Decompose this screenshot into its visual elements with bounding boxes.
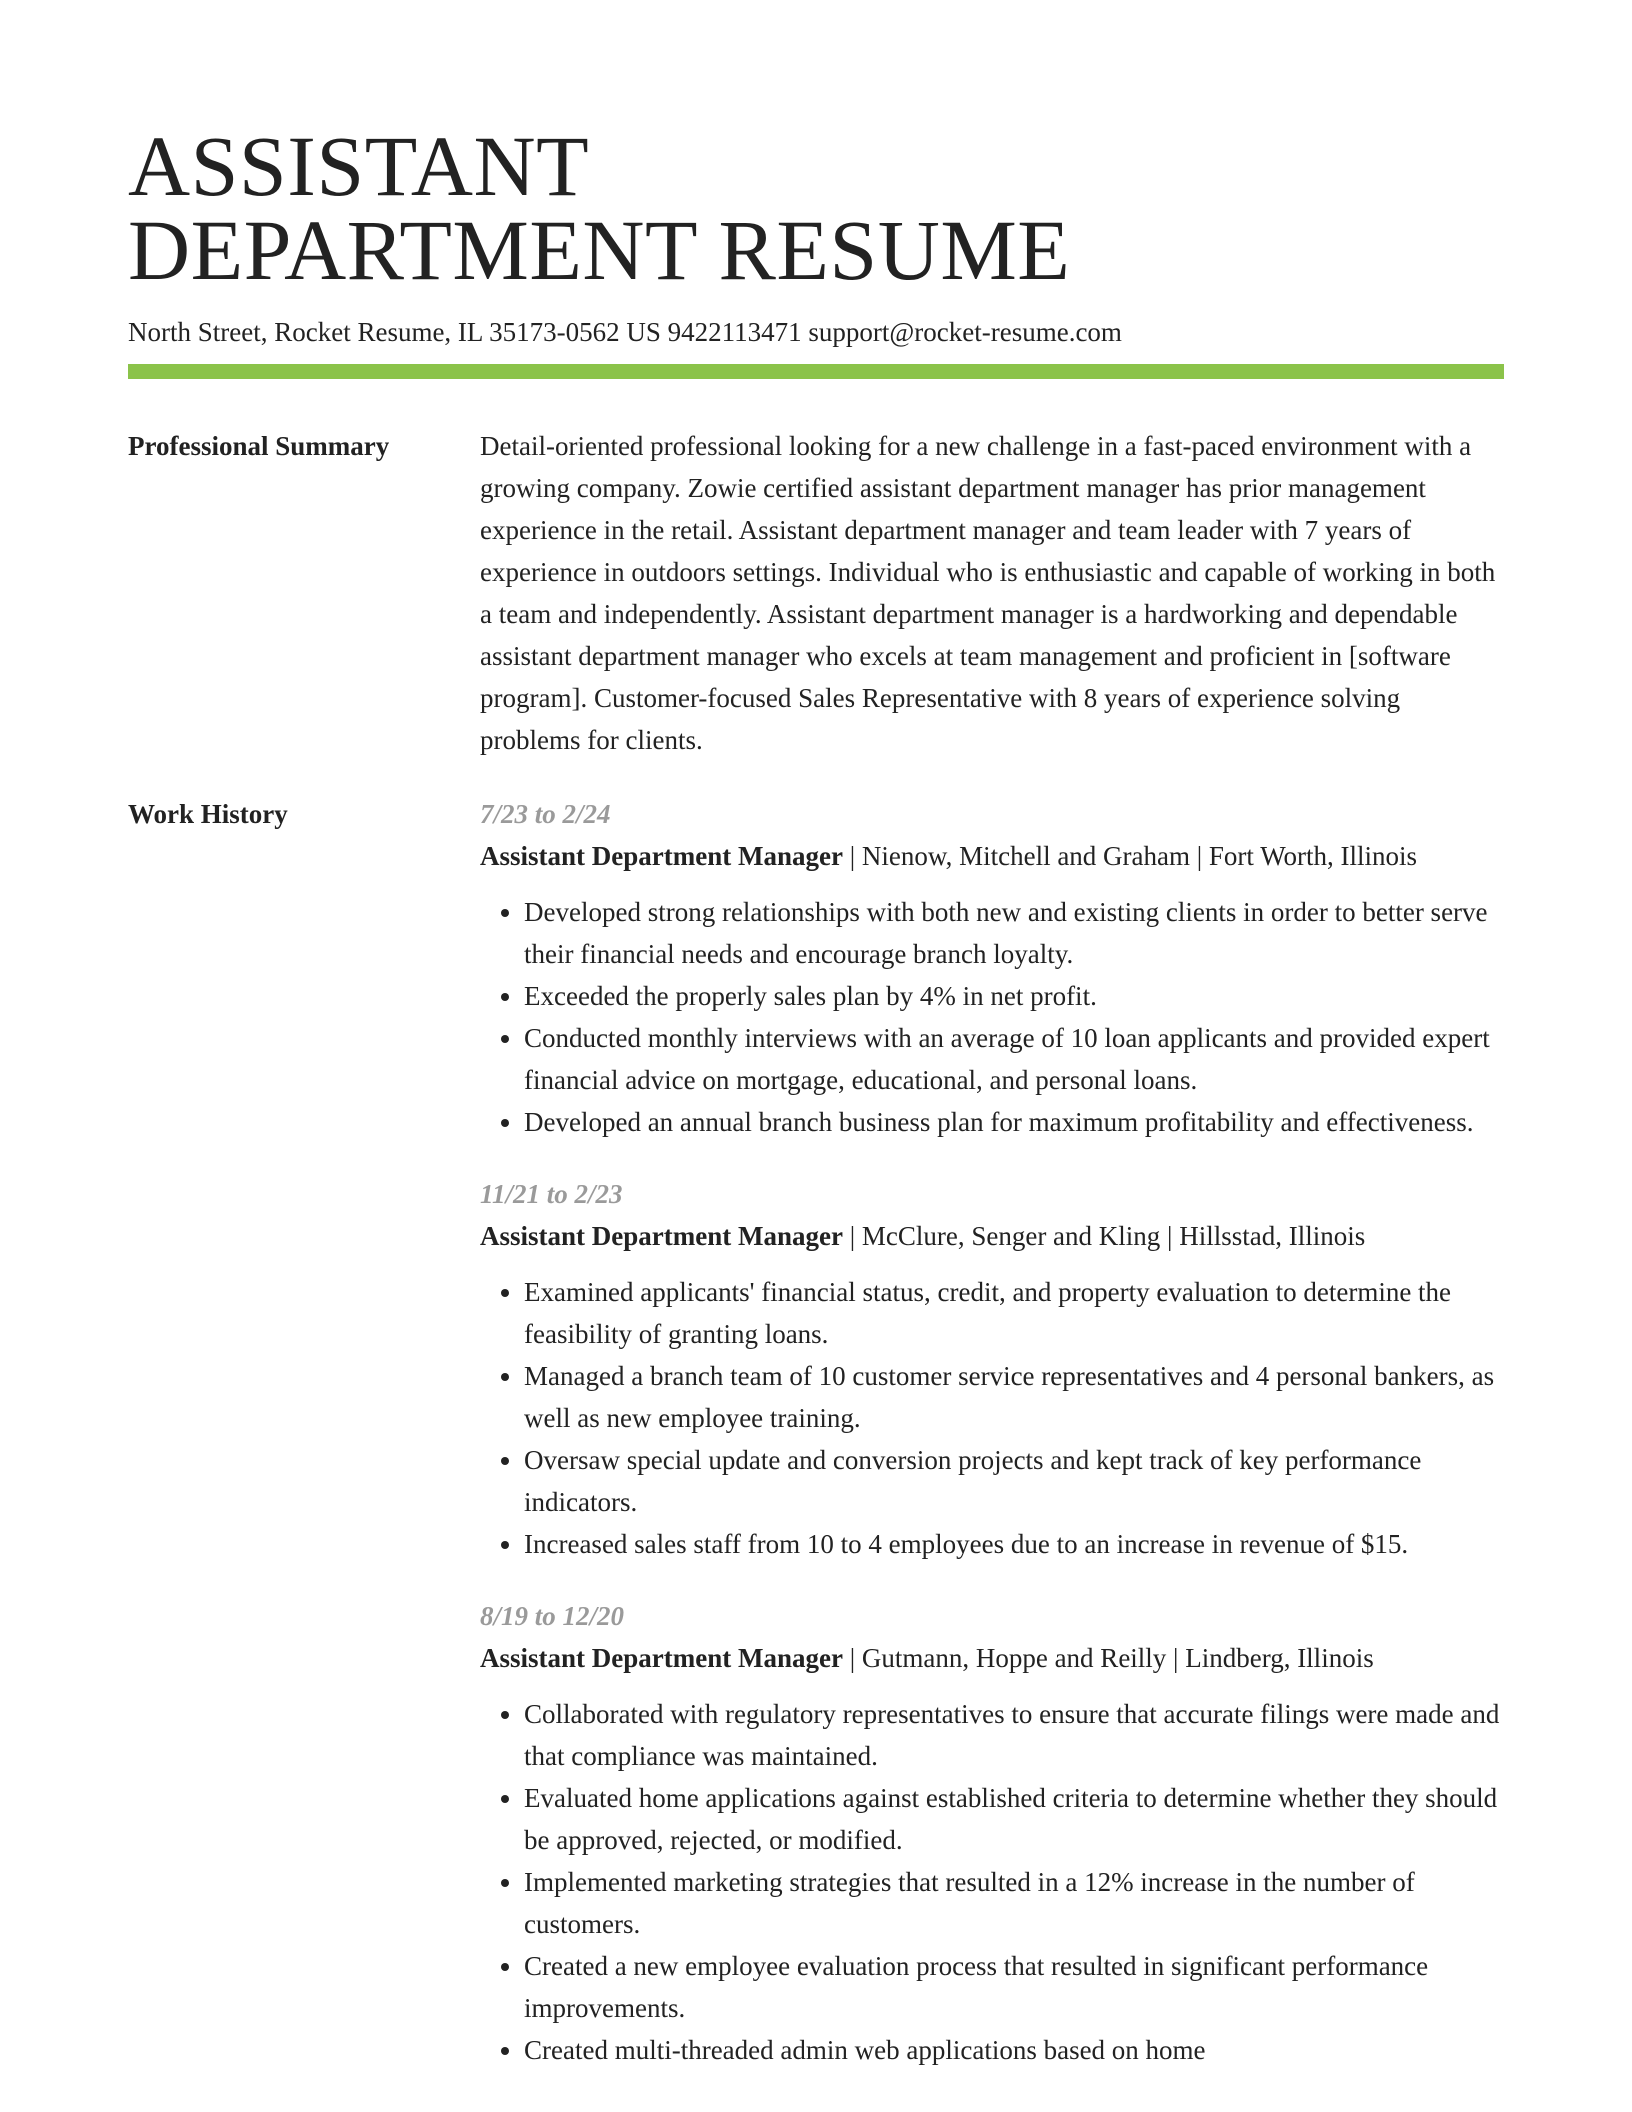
job-bullet: • Created a new employee evaluation process that resulted in significant performance improvements.	[524, 1945, 1504, 2029]
job-bullet: • Implemented marketing strategies that resulted in a 12% increase in the number of customers.	[524, 1861, 1504, 1945]
work-history-section	[128, 793, 1504, 2101]
resume-page	[128, 0, 1504, 2101]
job-title: Assistant Department Manager	[480, 1643, 843, 1673]
accent-divider	[128, 364, 1504, 379]
job-dates: 7/23 to 2/24	[480, 799, 611, 829]
job-bullet: • Evaluated home applications against established criteria to determine whether they should be approved, rejected, or modified.	[524, 1777, 1504, 1861]
job-dates: 11/21 to 2/23	[480, 1179, 623, 1209]
job-company-location: | McClure, Senger and Kling | Hillsstad, Illinois	[842, 1221, 1366, 1251]
job-heading	[480, 835, 1504, 877]
job-bullet: • Created multi-threaded admin web applications based on home	[524, 2029, 1504, 2071]
job-heading	[480, 1215, 1504, 1257]
job-bullet: • Managed a branch team of 10 customer service representatives and 4 personal bankers, as well as new employee training.	[524, 1355, 1504, 1439]
job-bullet: • Examined applicants' financial status, credit, and property evaluation to determine the feasibility of granting loans.	[524, 1271, 1504, 1355]
resume-title-line-2: DEPARTMENT RESUME	[128, 202, 1071, 298]
professional-summary-heading: Professional Summary	[128, 431, 390, 461]
resume-title-line-1: ASSISTANT	[128, 118, 590, 214]
job-bullet: • Collaborated with regulatory representatives to ensure that accurate filings were made and that compliance was maintained.	[524, 1693, 1504, 1777]
contact-info: North Street, Rocket Resume, IL 35173-0562 US 9422113471 support@rocket-resume.com	[128, 317, 1122, 347]
job-entry	[480, 1595, 1504, 2071]
job-heading	[480, 1637, 1504, 1679]
job-bullet-list	[480, 1271, 1504, 1565]
job-bullet: • Developed an annual branch business plan for maximum profitability and effectiveness.	[524, 1101, 1504, 1143]
professional-summary-text: Detail-oriented professional looking for a new challenge in a fast-paced environment with a growing company. Zowie certified assistant department manager has prior management experience in the retail. Assistant department manager and team leader with 7 years of experience in outdoors settings. Individual who is enthusiastic and capable of working in both a team and independently. Assistant department manager is a hardworking and dependable assistant department manager who excels at team management and proficient in [software program]. Customer-focused Sales Representative with 8 years of experience solving problems for clients.	[480, 431, 1496, 755]
job-bullet: • Developed strong relationships with both new and existing clients in order to better serve their financial needs and encourage branch loyalty.	[524, 891, 1504, 975]
professional-summary-body	[480, 425, 1504, 761]
professional-summary-section	[128, 425, 1504, 761]
job-entry	[480, 793, 1504, 1143]
job-bullet: • Conducted monthly interviews with an average of 10 loan applicants and provided expert financial advice on mortgage, educational, and personal loans.	[524, 1017, 1504, 1101]
job-bullet: • Exceeded the properly sales plan by 4% in net profit.	[524, 975, 1504, 1017]
work-history-body	[480, 793, 1504, 2101]
job-title: Assistant Department Manager	[480, 1221, 843, 1251]
job-bullet-list	[480, 1693, 1504, 2071]
job-title: Assistant Department Manager	[480, 841, 843, 871]
job-bullet: • Oversaw special update and conversion projects and kept track of key performance indicators.	[524, 1439, 1504, 1523]
work-history-heading: Work History	[128, 799, 288, 829]
job-company-location: | Gutmann, Hoppe and Reilly | Lindberg, Illinois	[842, 1643, 1374, 1673]
job-bullet: • Increased sales staff from 10 to 4 employees due to an increase in revenue of $15.	[524, 1523, 1504, 1565]
job-bullet-list	[480, 891, 1504, 1143]
job-entry	[480, 1173, 1504, 1565]
job-company-location: | Nienow, Mitchell and Graham | Fort Worth, Illinois	[842, 841, 1418, 871]
resume-title	[128, 0, 1504, 298]
job-dates: 8/19 to 12/20	[480, 1601, 625, 1631]
